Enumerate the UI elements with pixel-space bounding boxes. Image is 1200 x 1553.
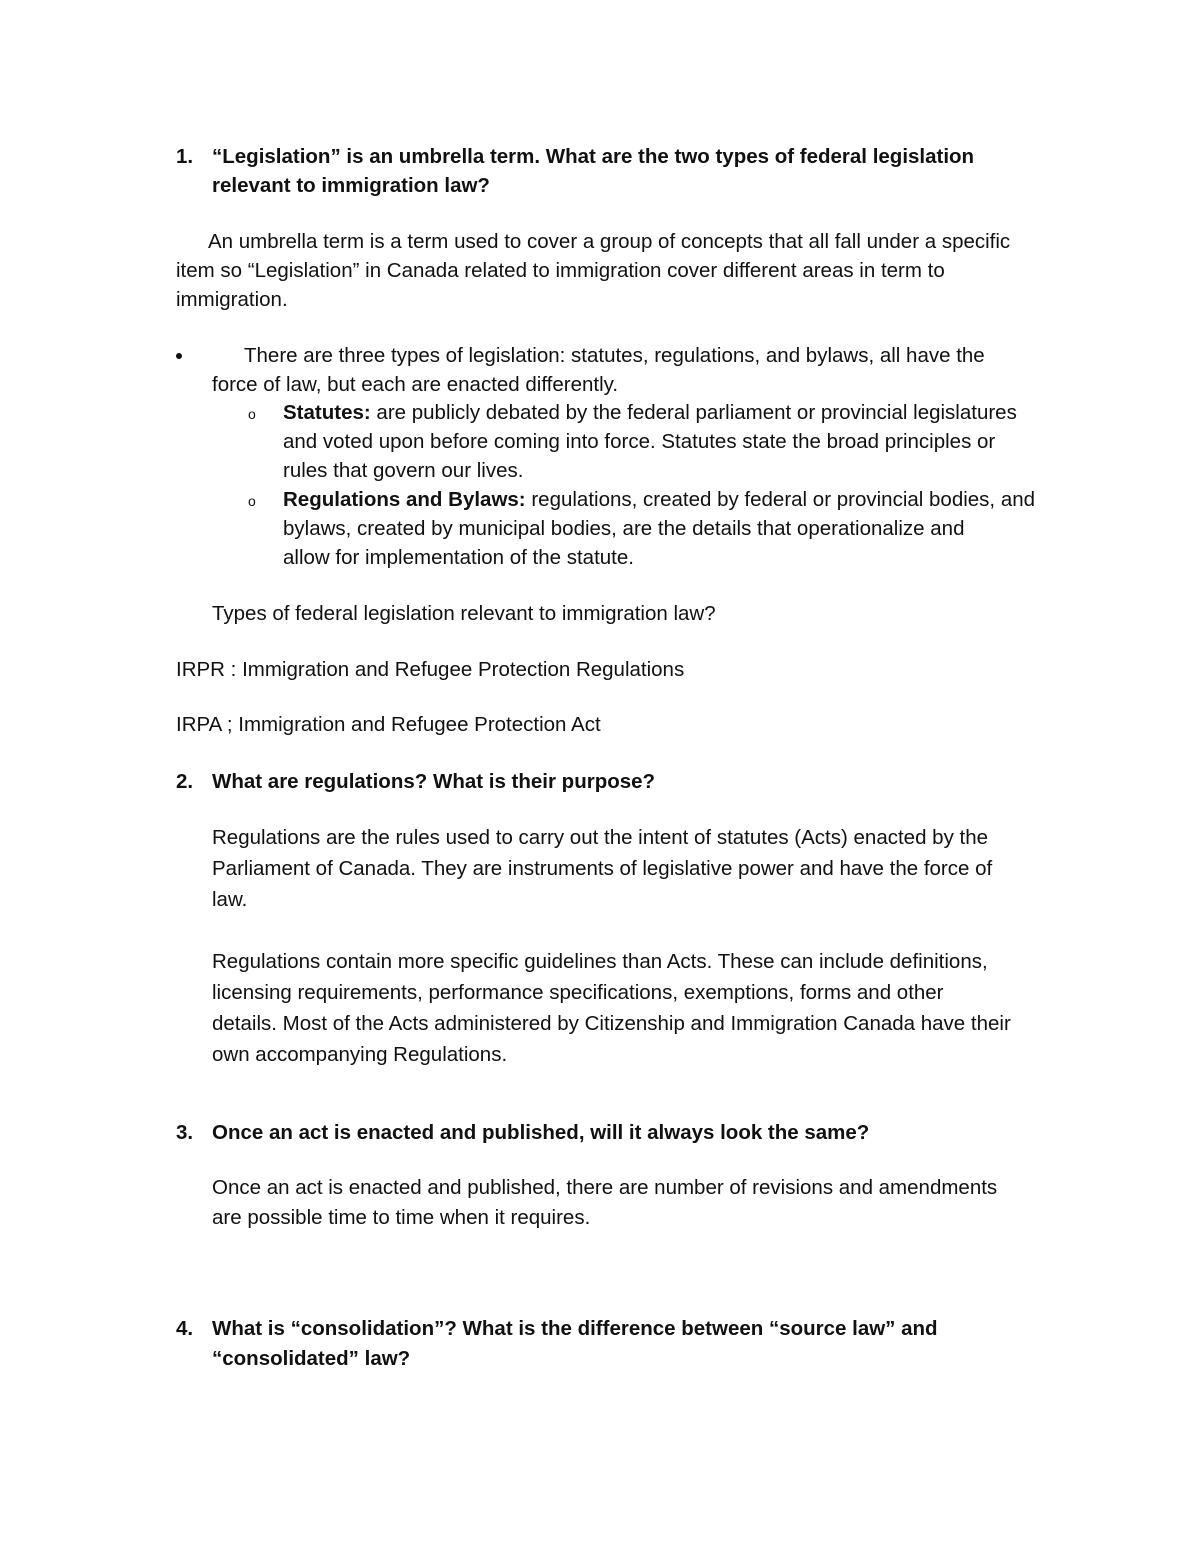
sub-bullet-text: bylaws, created by municipal bodies, are the details that operationalize and xyxy=(283,517,965,540)
types-question: Types of federal legislation relevant to immigration law? xyxy=(212,602,716,625)
answer-text: licensing requirements, performance specifications, exemptions, forms and other xyxy=(212,981,944,1004)
question-text: “consolidated” law? xyxy=(212,1347,411,1370)
bullet-text: force of law, but each are enacted differently. xyxy=(212,373,619,396)
sub-bullet-text: rules that govern our lives. xyxy=(283,459,524,482)
answer-text: immigration. xyxy=(176,288,288,311)
sub-bullet-text: regulations, created by federal or provincial bodies, and xyxy=(525,488,1036,511)
answer-text: details. Most of the Acts administered by Citizenship and Immigration Canada have their xyxy=(212,1012,1011,1035)
answer-text: Parliament of Canada. They are instruments of legislative power and have the force of xyxy=(212,857,993,880)
bullet-icon xyxy=(176,353,182,359)
question-number: 1. xyxy=(176,145,194,168)
answer-text: law. xyxy=(212,888,248,911)
sub-bullet-line xyxy=(283,488,1035,512)
irpr-line: IRPR : Immigration and Refugee Protection Regulations xyxy=(176,658,685,681)
question-text: What are regulations? What is their purpose? xyxy=(212,770,656,793)
answer-text: Once an act is enacted and published, there are number of revisions and amendments xyxy=(212,1176,998,1199)
question-text: relevant to immigration law? xyxy=(212,174,490,197)
question-text: What is “consolidation”? What is the difference between “source law” and xyxy=(212,1317,938,1340)
question-number: 3. xyxy=(176,1121,194,1144)
sub-bullet-text: and voted upon before coming into force. Statutes state the broad principles or xyxy=(283,430,996,453)
answer-text: own accompanying Regulations. xyxy=(212,1043,508,1066)
question-number: 2. xyxy=(176,770,194,793)
question-number: 4. xyxy=(176,1317,194,1340)
answer-text: Regulations are the rules used to carry out the intent of statutes (Acts) enacted by the xyxy=(212,826,989,849)
bullet-text: There are three types of legislation: statutes, regulations, and bylaws, all have the xyxy=(244,344,985,367)
sub-bullet-label: Regulations and Bylaws: xyxy=(283,488,526,511)
sub-bullet-line xyxy=(283,401,1017,425)
answer-text: are possible time to time when it requires. xyxy=(212,1206,591,1229)
answer-text: Regulations contain more specific guidelines than Acts. These can include definitions, xyxy=(212,950,988,973)
answer-text: An umbrella term is a term used to cover a group of concepts that all fall under a specific xyxy=(208,230,1011,253)
irpa-line: IRPA ; Immigration and Refugee Protection Act xyxy=(176,713,601,736)
circle-bullet-icon: o xyxy=(248,493,256,509)
circle-bullet-icon: o xyxy=(248,406,256,422)
sub-bullet-text: are publicly debated by the federal parliament or provincial legislatures xyxy=(370,401,1017,424)
sub-bullet-label: Statutes: xyxy=(283,401,371,424)
question-text: Once an act is enacted and published, will it always look the same? xyxy=(212,1121,870,1144)
answer-text: item so “Legislation” in Canada related to immigration cover different areas in term to xyxy=(176,259,945,282)
question-text: “Legislation” is an umbrella term. What are the two types of federal legislation xyxy=(212,145,975,168)
sub-bullet-text: allow for implementation of the statute. xyxy=(283,546,634,569)
